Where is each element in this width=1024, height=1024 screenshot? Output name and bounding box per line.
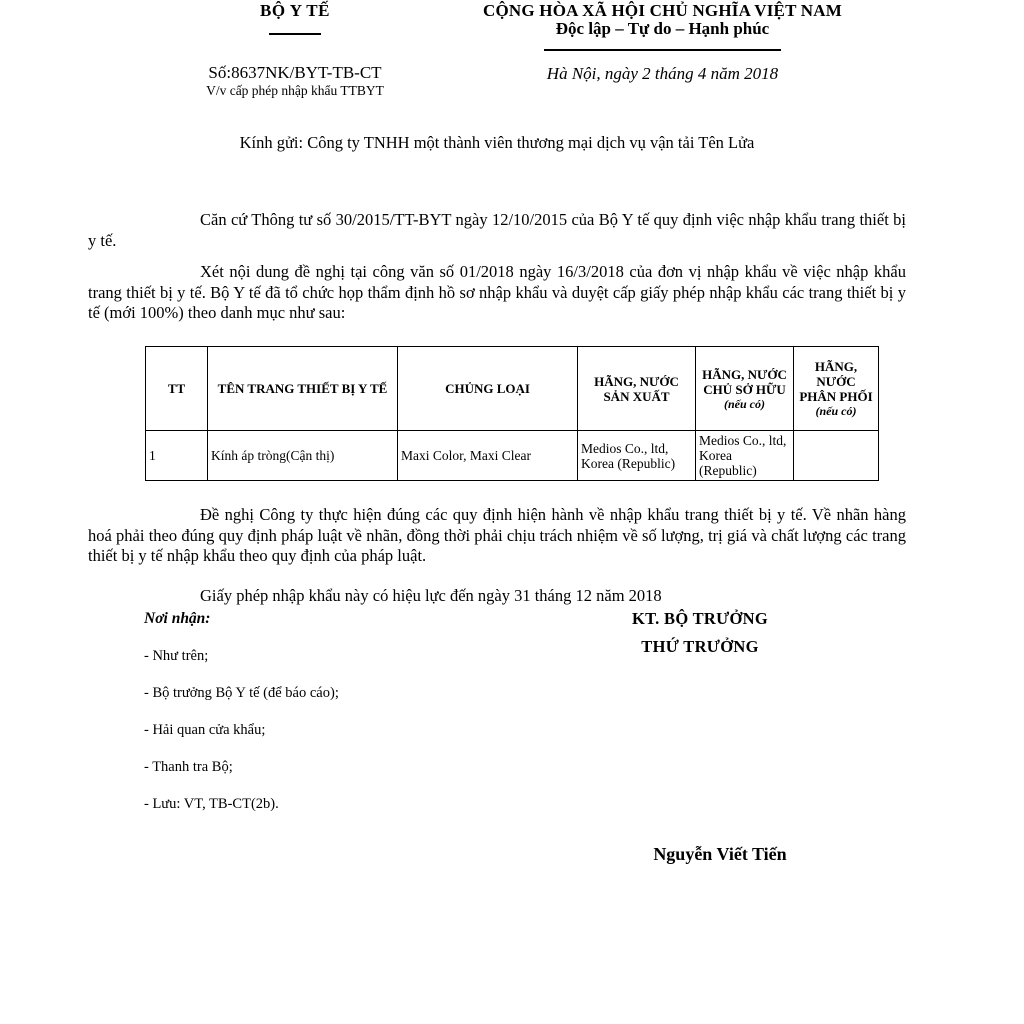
distribution-item: - Thanh tra Bộ; <box>144 759 233 775</box>
recipient-line: Kính gửi: Công ty TNHH một thành viên thương mại dịch vụ vận tải Tên Lửa <box>239 133 755 152</box>
cell-device-name: Kính áp tròng(Cận thị) <box>208 431 398 481</box>
cell-manufacturer: Medios Co., ltd, Korea (Republic) <box>578 431 696 481</box>
col-header-label: HÃNG, NƯỚC PHÂN PHỐI <box>799 359 873 404</box>
col-header-label: TÊN TRANG THIẾT BỊ Y TẾ <box>217 381 388 396</box>
cell-owner: Medios Co., ltd, Korea (Republic) <box>696 431 794 481</box>
table-header-row <box>146 347 879 431</box>
col-header-type <box>398 347 578 431</box>
cell-type: Maxi Color, Maxi Clear <box>398 431 578 481</box>
col-header-manufacturer <box>578 347 696 431</box>
signer-name: Nguyễn Viết Tiến <box>653 844 787 864</box>
table-row <box>146 431 879 481</box>
signature-block <box>550 610 850 655</box>
issuer-underline <box>269 33 321 35</box>
place-and-date: Hà Nội, ngày 2 tháng 4 năm 2018 <box>546 64 779 83</box>
document-subject: V/v cấp phép nhập khẩu TTBYT <box>206 83 384 98</box>
distribution-item: - Như trên; <box>144 648 209 664</box>
issuer-header <box>160 2 430 98</box>
distribution-item: - Bộ trưởng Bộ Y tế (để báo cáo); <box>144 685 339 701</box>
cell-tt: 1 <box>146 431 208 481</box>
signature-title-1: KT. BỘ TRƯỞNG <box>631 609 769 628</box>
paragraph-review: Xét nội dung đề nghị tại công văn số 01/2018 ngày 16/3/2018 của đơn vị nhập khẩu về việc nhập khẩu trang thiết bị y tế. Bộ Y tế đã tổ chức họp thẩm định hồ sơ nhập khẩu và duyệt cấp giấy phép nhập khẩu các trang thiết bị y tế (mới 100%) theo danh mục như sau: <box>88 262 906 322</box>
col-header-tt <box>146 347 208 431</box>
paragraph-obligations: Đề nghị Công ty thực hiện đúng các quy định hiện hành về nhập khẩu trang thiết bị y tế. Về nhãn hàng hoá phải theo đúng quy định pháp luật về nhãn, đồng thời phải chịu trách nhiệm về số lượng, trị giá và chất lượng các trang thiết bị y tế nhập khẩu theo quy định của pháp luật. <box>88 505 906 565</box>
col-header-owner <box>696 347 794 431</box>
distribution-item: - Hải quan cửa khẩu; <box>144 722 266 738</box>
distribution-item: - Lưu: VT, TB-CT(2b). <box>144 796 279 812</box>
equipment-table <box>145 346 879 481</box>
issuer-name: BỘ Y TẾ <box>260 1 330 20</box>
distribution-label: Nơi nhận: <box>144 610 211 627</box>
col-header-label: HÃNG, NƯỚC CHỦ SỞ HỮU <box>702 366 787 397</box>
col-header-label: CHỦNG LOẠI <box>445 381 530 396</box>
signature-title-2: THỨ TRƯỞNG <box>641 637 759 656</box>
col-header-distributor <box>794 347 879 431</box>
motto-underline <box>544 49 781 51</box>
col-header-label: TT <box>167 381 186 396</box>
paragraph-legal-basis: Căn cứ Thông tư số 30/2015/TT-BYT ngày 12/10/2015 của Bộ Y tế quy định việc nhập khẩu trang thiết bị y tế. <box>88 210 906 250</box>
country-title: CỘNG HÒA XÃ HỘI CHỦ NGHĨA VIỆT NAM <box>483 1 842 20</box>
col-header-device-name <box>208 347 398 431</box>
distribution-list <box>144 610 474 812</box>
document-number: Số:8637NK/BYT-TB-CT <box>208 63 382 82</box>
national-header <box>440 2 885 84</box>
paragraph-validity: Giấy phép nhập khẩu này có hiệu lực đến ngày 31 tháng 12 năm 2018 <box>200 586 662 605</box>
col-header-note: (nếu có) <box>724 396 765 411</box>
col-header-label: HÃNG, NƯỚC SẢN XUẤT <box>594 373 679 404</box>
col-header-note: (nếu có) <box>815 404 857 418</box>
national-motto: Độc lập – Tự do – Hạnh phúc <box>555 19 770 38</box>
cell-distributor <box>794 431 879 481</box>
